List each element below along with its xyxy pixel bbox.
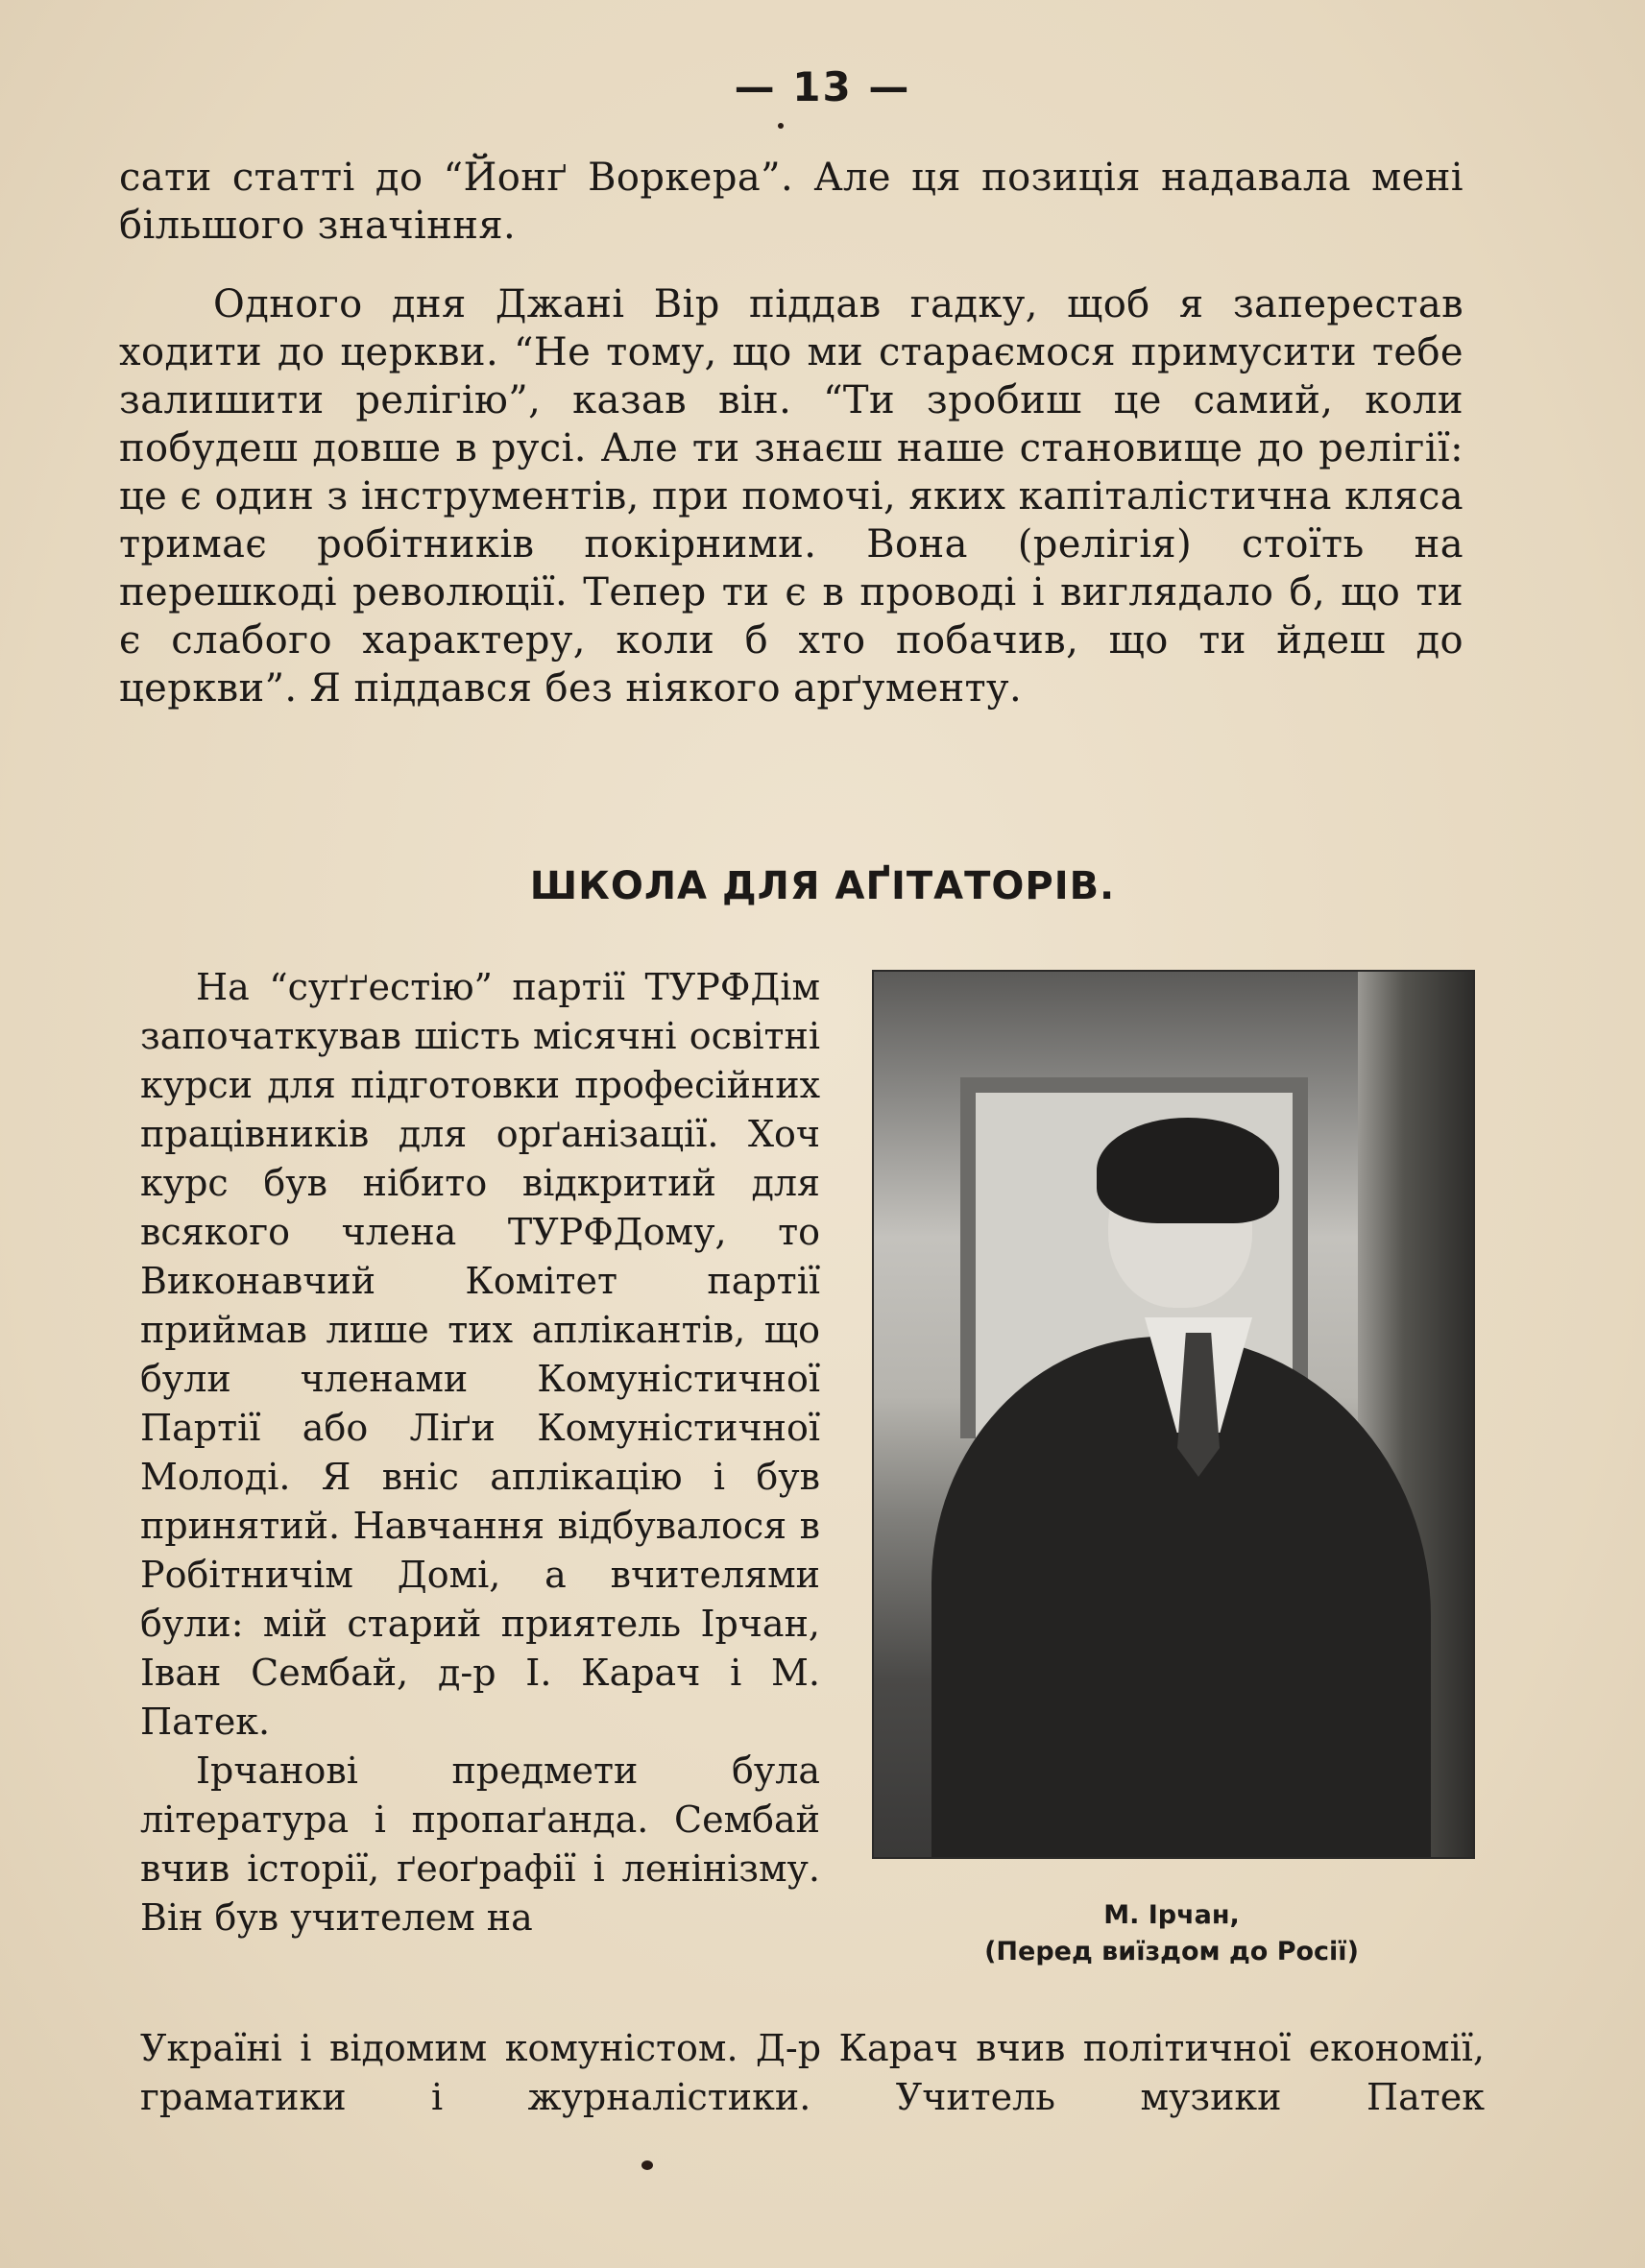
portrait-photo xyxy=(872,970,1475,1859)
photo-caption xyxy=(872,1897,1471,1970)
intro-paragraph-2: Одного дня Джані Вір піддав гадку, щоб я заперестав ходити до церкви. “Не тому, що ми стараємося примусити тебе залишити релігію”, казав він. “Ти зробиш це самий, коли побудеш довше в русі. Але ти знаєш наше становище до релігії: це є один з інструментів, при помочі, яких капіталістична кляса тримає робітників покірними. Вона (релігія) стоїть на перешкоді революції. Тепер ти є в проводі і виглядало б, що ти є слабого характеру, коли б хто побачив, що ти йдеш до церкви”. Я піддався без ніякого арґументу. xyxy=(119,282,1464,711)
section-paragraph-1: На “суґґестію” партії ТУРФДім започаткував шість місячні освітні курси для підготовки професійних працівників для орґанізації. Хоч курс був нібито відкритий для всякого члена ТУРФДому, то Виконавчий Комітет партії приймав лише тих аплікантів, що були членами Комуністичної Партії або Ліґи Комуністичної Молоді. Я вніс аплікацію і був принятий. Навчання відбувалося в Робітничім Домі, а вчителями були: мій старий приятель Ірчан, Іван Сембай, д-р І. Карач і М. Патек. xyxy=(140,966,820,1743)
page-number: — 13 — xyxy=(734,63,911,110)
section-column-text xyxy=(140,963,820,1942)
ink-speck xyxy=(778,123,784,129)
caption-name: М. Ірчан, xyxy=(1103,1900,1240,1930)
section-paragraph-2-continued xyxy=(140,2024,1485,2122)
section-paragraph-2: Ірчанові предмети була література і пропаґанда. Сембай вчив історії, ґеоґрафії і ленінізму. Він був учителем на xyxy=(140,1749,820,1939)
section-heading: ШКОЛА ДЛЯ АҐІТАТОРІВ. xyxy=(529,864,1116,908)
caption-note: (Перед виїздом до Росії) xyxy=(984,1937,1359,1966)
photo-figure-hair xyxy=(1097,1118,1279,1223)
continued-text: Україні і відомим комуністом. Д-р Карач вчив політичної економії, граматики і журналістики. Учитель музики Патек xyxy=(140,2027,1485,2118)
intro-text xyxy=(119,154,1464,712)
intro-paragraph-1: сати статті до “Йонґ Воркера”. Але ця позиція надавала мені більшого значіння. xyxy=(119,156,1464,248)
ink-speck xyxy=(641,2160,653,2170)
